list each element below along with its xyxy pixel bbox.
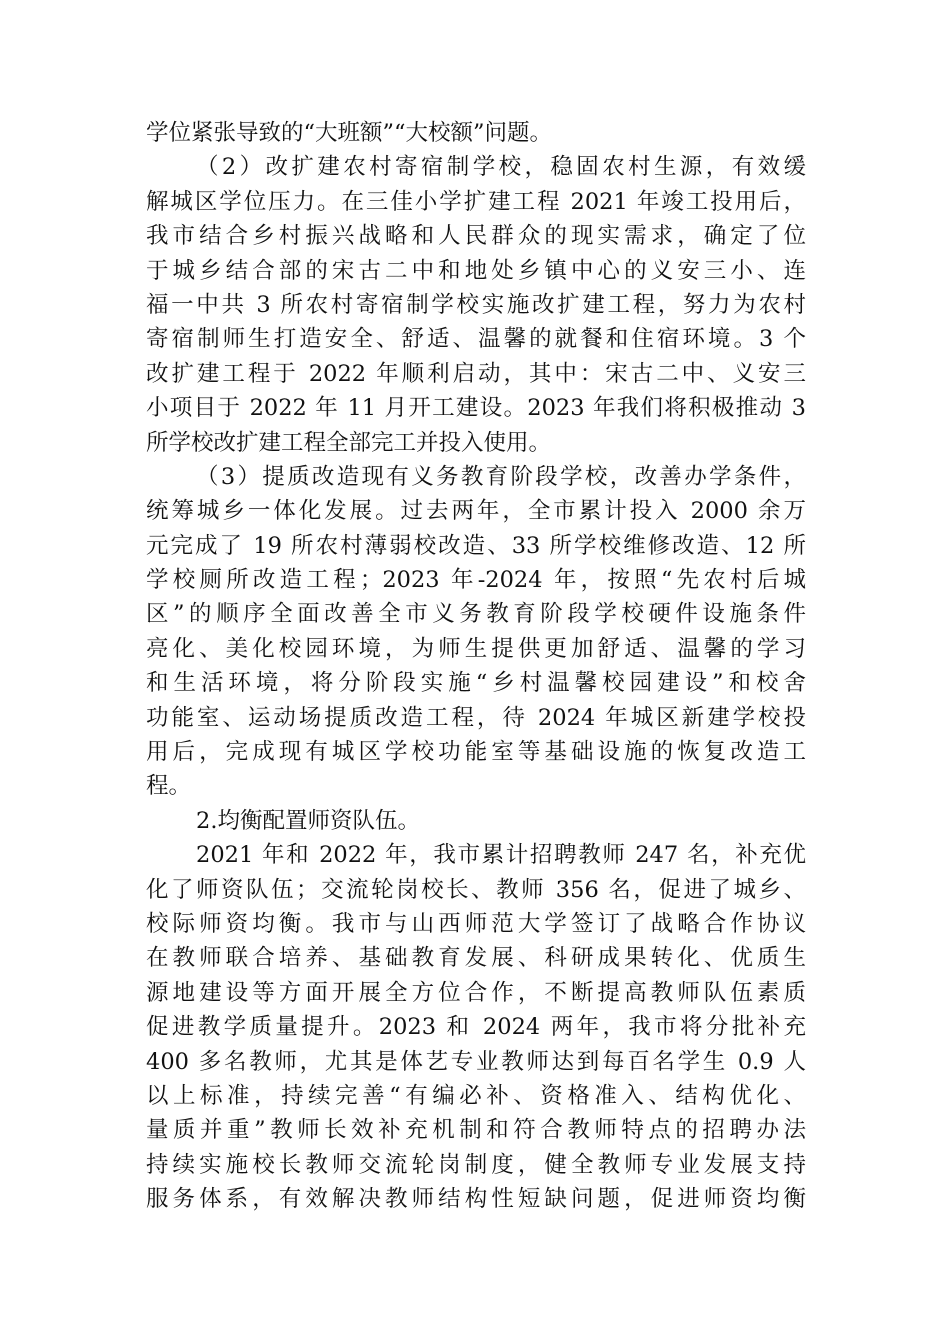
text-line: 量质并重”教师长效补充机制和符合教师特点的招聘办法 xyxy=(146,1117,806,1144)
text-line: （3）提质改造现有义务教育阶段学校，改善办学条件， xyxy=(196,463,806,490)
text-line: 2.均衡配置师资队伍。 xyxy=(196,807,420,834)
text-line: 促进教学质量提升。2023 和 2024 两年，我市将分批补充 xyxy=(146,1014,806,1041)
text-line: 400 多名教师，尤其是体艺专业教师达到每百名学生 0.9 人 xyxy=(146,1048,806,1075)
text-line: 于城乡结合部的宋古二中和地处乡镇中心的义安三小、连 xyxy=(146,257,806,284)
text-line: 学位紧张导致的“大班额”“大校额”问题。 xyxy=(146,120,553,146)
text-line: 化了师资队伍；交流轮岗校长、教师 356 名，促进了城乡、 xyxy=(146,876,806,903)
text-line: （2）改扩建农村寄宿制学校，稳固农村生源，有效缓 xyxy=(196,154,806,181)
text-line: 以上标准，持续完善“有编必补、资格准入、结构优化、 xyxy=(146,1082,806,1109)
text-line: 改扩建工程于 2022 年顺利启动，其中：宋古二中、义安三 xyxy=(146,360,806,387)
text-line: 亮化、美化校园环境，为师生提供更加舒适、温馨的学习 xyxy=(146,635,806,662)
text-line: 所学校改扩建工程全部完工并投入使用。 xyxy=(146,429,552,456)
text-line: 和生活环境，将分阶段实施“乡村温馨校园建设”和校舍 xyxy=(146,670,806,697)
document-body-text xyxy=(146,116,806,1217)
text-line: 源地建设等方面开展全方位合作，不断提高教师队伍素质 xyxy=(146,979,806,1006)
text-line: 解城区学位压力。在三佳小学扩建工程 2021 年竣工投用后， xyxy=(146,188,806,215)
text-line: 用后，完成现有城区学校功能室等基础设施的恢复改造工 xyxy=(146,739,806,766)
text-line: 我市结合乡村振兴战略和人民群众的现实需求，确定了位 xyxy=(146,223,806,250)
text-line: 寄宿制师生打造安全、舒适、温馨的就餐和住宿环境。3 个 xyxy=(146,326,806,353)
text-line: 福一中共 3 所农村寄宿制学校实施改扩建工程，努力为农村 xyxy=(146,291,806,318)
text-line: 学校厕所改造工程；2023 年-2024 年，按照“先农村后城 xyxy=(146,567,806,594)
text-line: 校际师资均衡。我市与山西师范大学签订了战略合作协议 xyxy=(146,910,806,937)
text-line: 程。 xyxy=(146,773,192,800)
text-line: 服务体系，有效解决教师结构性短缺问题，促进师资均衡 xyxy=(146,1186,806,1213)
text-line: 持续实施校长教师交流轮岗制度，健全教师专业发展支持 xyxy=(146,1151,806,1178)
text-line: 区”的顺序全面改善全市义务教育阶段学校硬件设施条件 xyxy=(146,601,806,628)
text-line: 统筹城乡一体化发展。过去两年，全市累计投入 2000 余万 xyxy=(146,498,806,525)
text-line: 在教师联合培养、基础教育发展、科研成果转化、优质生 xyxy=(146,945,806,972)
text-line: 小项目于 2022 年 11 月开工建设。2023 年我们将积极推动 3 xyxy=(146,395,806,422)
text-line: 2021 年和 2022 年，我市累计招聘教师 247 名，补充优 xyxy=(196,842,806,869)
text-line: 元完成了 19 所农村薄弱校改造、33 所学校维修改造、12 所 xyxy=(146,532,806,559)
text-line: 功能室、运动场提质改造工程，待 2024 年城区新建学校投 xyxy=(146,704,806,731)
